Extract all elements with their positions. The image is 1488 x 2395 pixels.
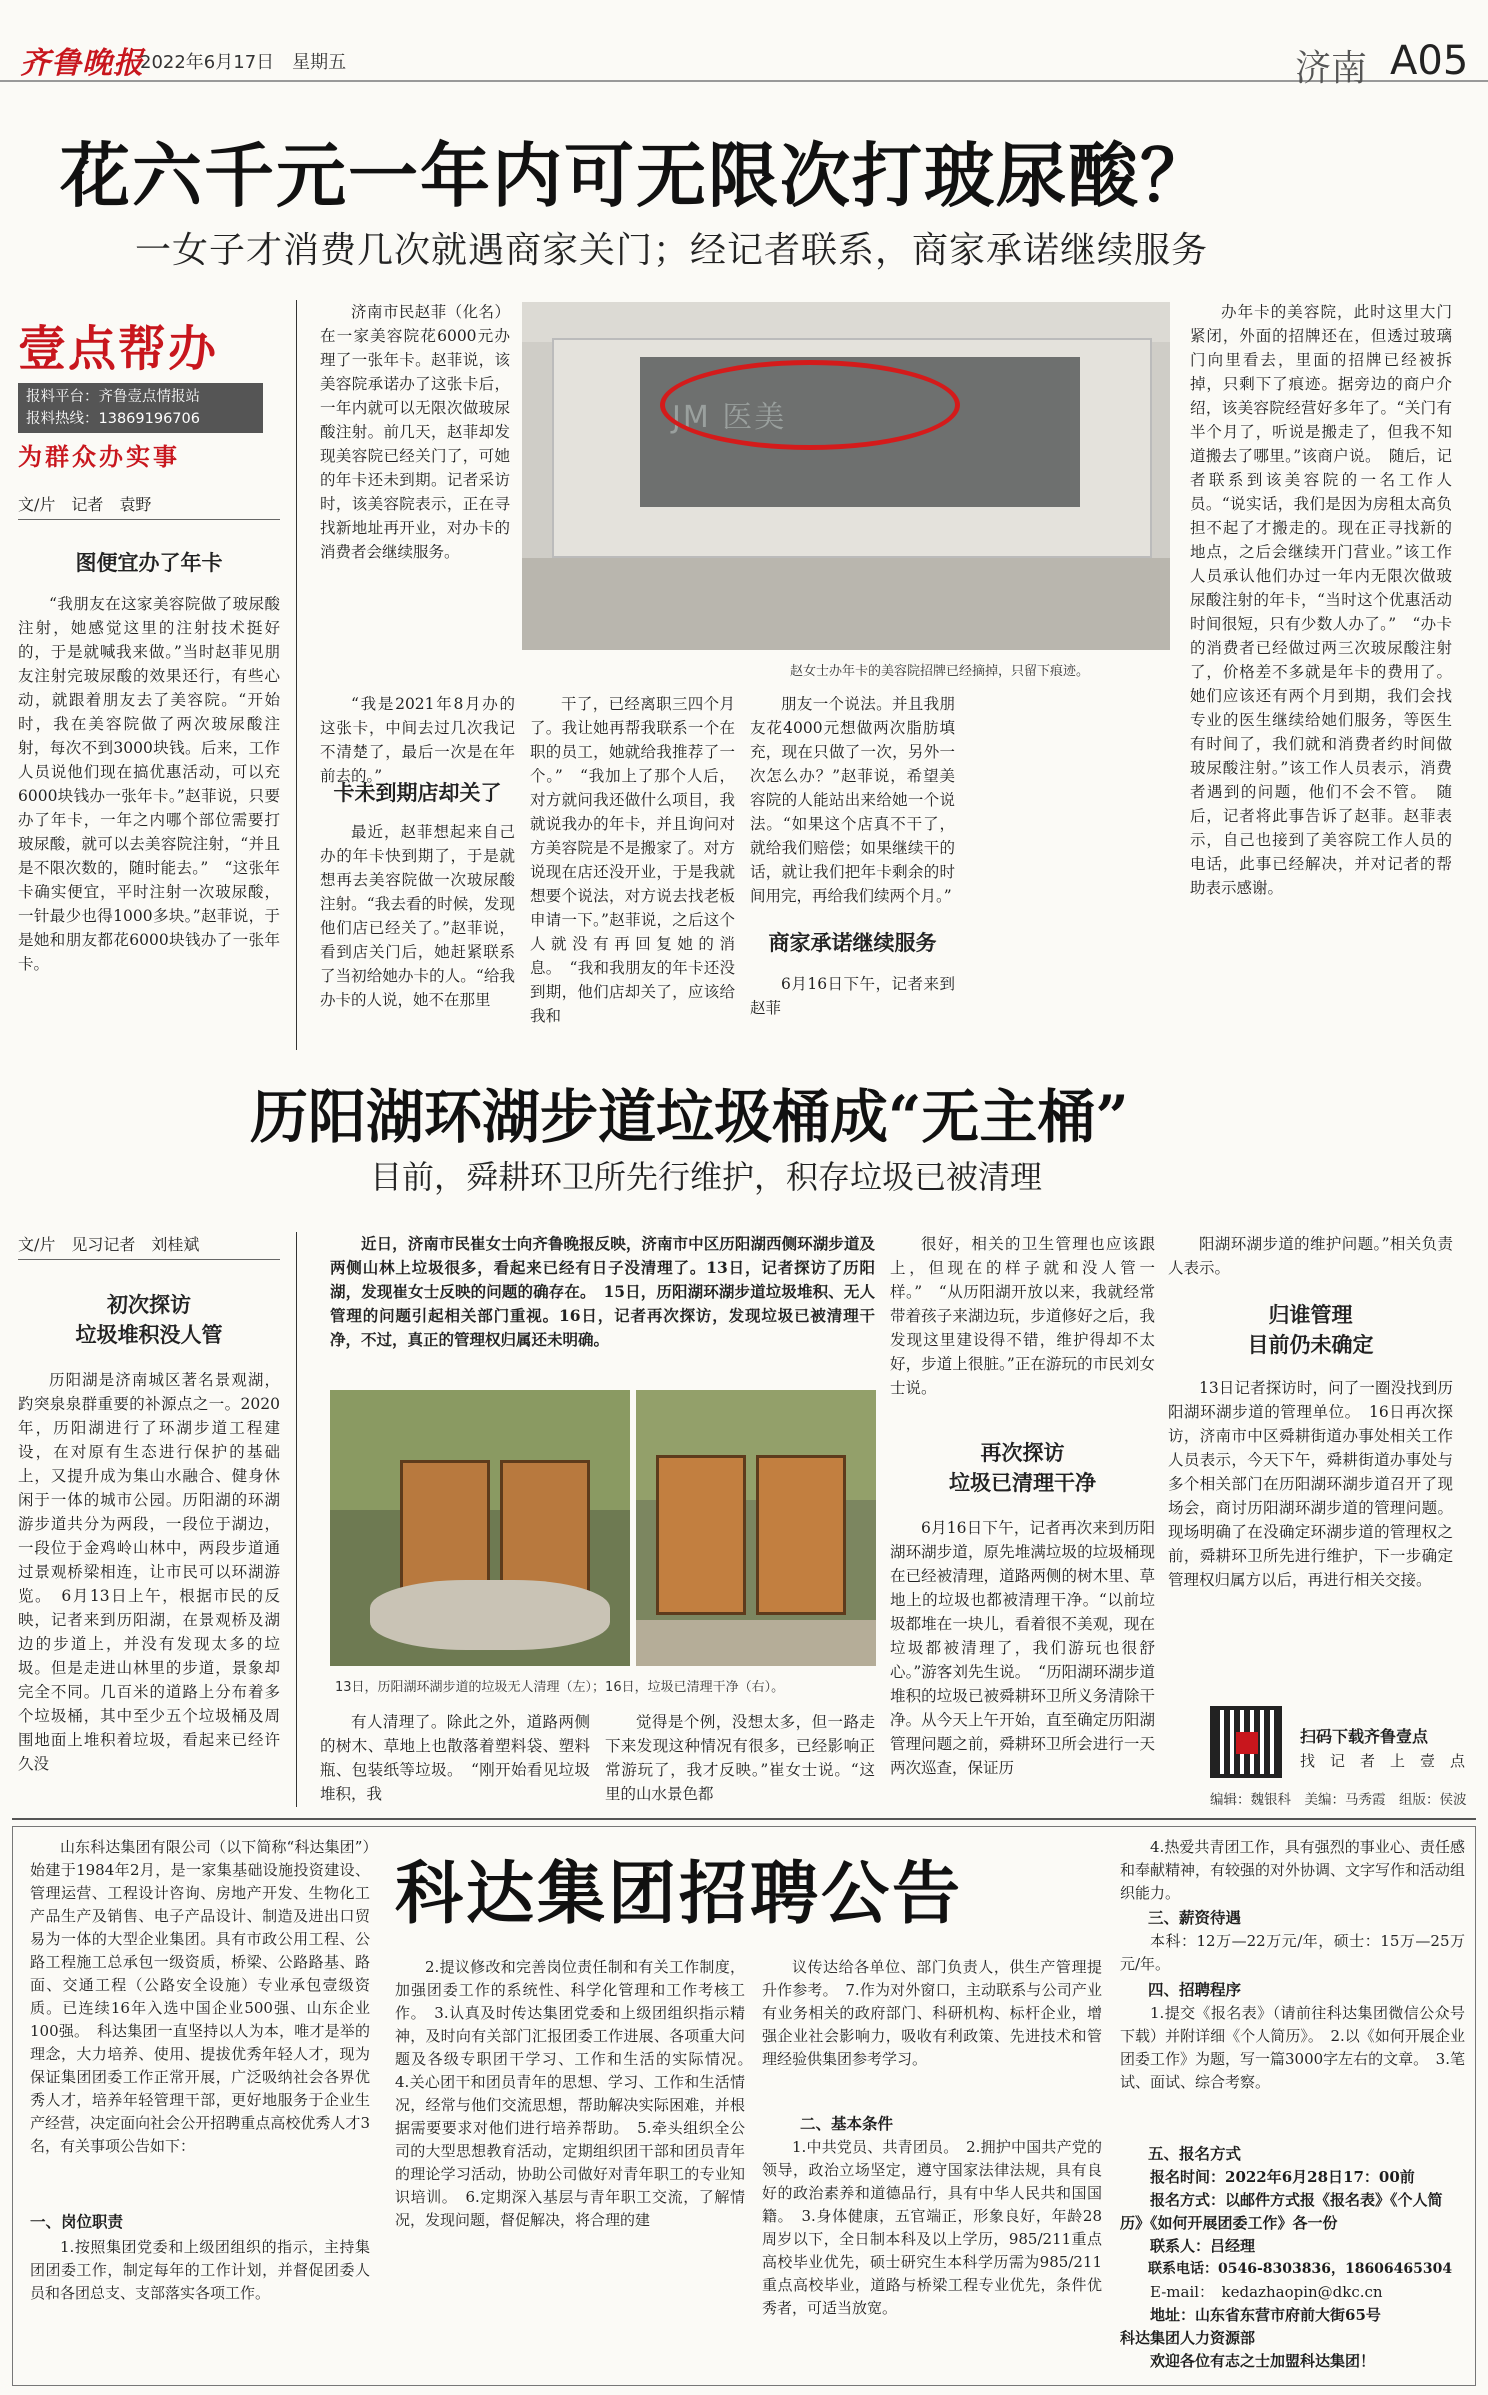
newspaper-logo: 齐鲁晚报 xyxy=(20,46,144,81)
article2-subhead-2: 再次探访 垃圾已清理干净 xyxy=(949,1440,1096,1495)
badge-title: 壹点帮办 xyxy=(18,321,219,377)
article1-subheadline: 一女子才消费几次就遇商家关门；经记者联系，商家承诺继续服务 xyxy=(135,230,1209,271)
article1-column-5: 办年卡的美容院，此时这里大门紧闭，外面的招牌还在，但透过玻璃门向里看去，里面的招牌已经被拆掉，只剩下了痕迹。据旁边的商户介绍，该美容院经营好多年了。“关门有半个月了，听说是搬走了，但我不知道搬去了哪里。”该商户说。 随后，记者联系到该美容院的一名工作人员。“说实话，我们是因为房租太高负担不起了才搬走的。现在正寻找新的地点，之后会继续开门营业。”该工作人员承认他们办过一年内无限次做玻尿酸注射的年卡，“当时这个优惠活动时间很短，只有少数人办了。” “办卡的消费者已经做过两三次玻尿酸注射了，价格差不多就是年卡的费用了。她们应该还有两个月到期，我们会找专业的医生继续给她们服务，等医生有时间了，我们就和消费者约时间做玻尿酸注射。”该工作人员表示，消费者遇到的问题，他们不会不管。 随后，记者将此事告诉了赵菲。赵菲表示，自己也接到了美容院工作人员的电话，此事已经解决，并对记者的帮助表示感谢。 xyxy=(1190,303,1452,897)
article2-lead: 近日，济南市民崔女士向齐鲁晚报反映，济南市中区历阳湖西侧环湖步道及两侧山林上垃圾很多，看起来已经有日子没清理了。13日，记者探访了历阳湖，发现崔女士反映的问题的确存在。 15日，历阳湖环湖步道垃圾堆积、无人管理的问题引起相关部门重视。16日，记者再次探访，发现垃圾已被清理干净，不过，真正的管理权归属还未明确。 xyxy=(330,1234,875,1349)
article1-subhead-3: 商家承诺继续服务 xyxy=(768,930,937,955)
article1-headline: 花六千元一年内可无限次打玻尿酸？ xyxy=(60,134,1212,217)
red-highlight-circle xyxy=(660,360,960,450)
ad-column-1b: 1.按照集团党委和上级团组织的指示，主持集团团委工作，制定每年的工作计划，并督促团委人员和各团总支、支部落实各项工作。 xyxy=(30,2238,370,2302)
article2-subhead-3: 归谁管理 目前仍未确定 xyxy=(1247,1302,1374,1357)
article1-subhead-2: 卡未到期店却关了 xyxy=(333,780,502,805)
trash-photo-before xyxy=(330,1390,630,1666)
clean-bin-right xyxy=(756,1455,846,1615)
article1-column-2a: “我是2021年8月办的这张卡，中间去过几次我记不清楚了，最后一次是在年前去的。” xyxy=(320,695,515,785)
ad-heading-salary: 三、薪资待遇 xyxy=(1148,1908,1242,1927)
qr-reporter-text: 找 记 者 上 壹 点 xyxy=(1300,1752,1466,1770)
photo1-caption: 赵女士办年卡的美容院招牌已经摘掉，只留下痕迹。 xyxy=(790,664,1090,679)
article2-column-1: 历阳湖是济南城区著名景观湖，趵突泉泉群重要的补源点之一。2020年，历阳湖进行了环湖步道工程建设，在对原有生态进行保护的基础上，又提升成为集山水融合、健身休闲于一体的城市公园。历阳湖的环湖游步道共分为两段，一段位于湖边，一段位于金鸡岭山林中，两段步道通过景观桥梁相连，让市民可以环湖游览。 6月13日上午，根据市民的反映，记者来到历阳湖，在景观桥及湖边的步道上，并没有发现太多的垃圾。但是走进山林里的步道，景象却完全不同。几百米的道路上分布着多个垃圾桶，其中至少五个垃圾桶及周围地面上堆积着垃圾，看起来已经许久没 xyxy=(18,1371,280,1773)
ad-heading-duties: 一、岗位职责 xyxy=(30,2212,124,2231)
article1-lead: 济南市民赵菲（化名）在一家美容院花6000元办理了一张年卡。赵菲说，该美容院承诺办了这张卡后，一年内就可以无限次做玻尿酸注射。前几天，赵菲却发现美容院已经关门了，可她的年卡还未到期。记者采访时，该美容院表示，正在寻找新地址再开业，对办卡的消费者会继续服务。 xyxy=(320,303,510,561)
article2-headline: 历阳湖环湖步道垃圾桶成“无主桶” xyxy=(250,1083,1129,1151)
article2-column-2: 有人清理了。除此之外，道路两侧的树木、草地上也散落着塑料袋、塑料瓶、包装纸等垃圾。 “刚开始看见垃圾堆积，我 xyxy=(320,1713,590,1803)
article2-column-3: 觉得是个例，没想太多，但一路走下来发现这种情况有很多，已经影响正常游玩了，我才反映。”崔女士说。“这里的山水景色都 xyxy=(605,1713,875,1803)
article2-column-4b: 6月16日下午，记者再次来到历阳湖环湖步道，原先堆满垃圾的垃圾桶现在已经被清理，道路两侧的树木里、草地上的垃圾也都被清理干净。“以前垃圾都堆在一块儿，看着很不美观，现在垃圾都被清理了，我们游玩也很舒心。”游客刘先生说。 “历阳湖环湖步道堆积的垃圾已被舜耕环卫所义务清除干净。从今天上午开始，直至确定历阳湖管理问题之前，舜耕环卫所会进行一天两次巡查，保证历 xyxy=(890,1519,1155,1777)
ad-column-1: 山东科达集团有限公司（以下简称“科达集团”）始建于1984年2月，是一家集基础设施投资建设、管理运营、工程设计咨询、房地产开发、生物化工产品生产及销售、电子产品设计、制造及进出口贸易为一体的大型企业集团。具有市政公用工程、公路工程施工总承包一级资质，桥梁、公路路基、路面、交通工程（公路安全设施）专业承包壹级资质。已连续16年入选中国企业500强、山东企业100强。 科达集团一直坚持以人为本，唯才是举的理念，大力培养、使用、提拔优秀年轻人才，现为保证集团团委工作正常开展，广泛吸纳社会各界优秀人才，培养年轻管理干部，更好地服务于企业生产经营，决定面向社会公开招聘重点高校优秀人才3名，有关事项公告如下： xyxy=(30,1838,370,2155)
photo2-caption: 13日，历阳湖环湖步道的垃圾无人清理（左）；16日，垃圾已清理干净（右）。 xyxy=(335,1680,785,1695)
ad-column-3: 议传达给各单位、部门负责人，供生产管理提升作参考。 7.作为对外窗口，主动联系与公司产业有业务相关的政府部门、科研机构、标杆企业，增强企业社会影响力，吸收有利政策、先进技术和管理经验供集团参考学习。 xyxy=(762,1958,1102,2068)
ad-column-2: 2.提议修改和完善岗位责任制和有关工作制度，加强团委工作的系统性、科学化管理和工作考核工作。 3.认真及时传达集团党委和上级团组织指示精神，及时向有关部门汇报团委工作进展、各项重大问题及各级专职团干学习、工作和生活的实际情况。 4.关心团干和团员青年的思想、学习、工作和生活情况，经常与他们交流思想，帮助解决实际困难，并根据需要要求对他们进行培养帮助。 5.牵头组织全公司的大型思想教育活动，定期组织团干部和团员青年的理论学习活动，协助公司做好对青年职工的专业知识培训。 6.定期深入基层与青年职工交流，了解情况，发现问题，督促解决，将合理的建 xyxy=(395,1958,761,2229)
ad-heading-conditions: 二、基本条件 xyxy=(800,2114,894,2133)
ad-column-3b: 1.中共党员、共青团员。 2.拥护中国共产党的领导，政治立场坚定，遵守国家法律法规，具有良好的政治素养和道德品行，具有中华人民共和国国籍。 3.身体健康，五官端正，形象良好，年龄28周岁以下，全日制本科及以上学历，985/211重点高校毕业优先，硕士研究生本科学历需为985/211重点高校毕业，道路与桥梁工程专业优先，条件优秀者，可适当放宽。 xyxy=(762,2138,1102,2317)
section-name: 济南 xyxy=(1295,48,1368,89)
beauty-salon-photo xyxy=(522,302,1170,650)
article1-column-3: 干了，已经离职三四个月了。我让她再帮我联系一个在职的员工，她就给我推荐了一个。” “我加上了那个人后，对方就问我还做什么项目，我就说我办的年卡，并且询问对方美容院是不是搬家了。对方说现在店还没开业，于是我就想要个说法，对方说去找老板申请一下。”赵菲说，之后这个人就没有再回复她的消息。 “我和我朋友的年卡还没到期，他们店却关了，应该给我和 xyxy=(530,695,735,1025)
trash-pile xyxy=(370,1580,610,1650)
clean-bin-left xyxy=(656,1455,746,1615)
ad-apply-time: 报名时间：2022年6月28日17：00前 xyxy=(1150,2168,1415,2186)
article2-subheadline: 目前，舜耕环卫所先行维护，积存垃圾已被清理 xyxy=(370,1158,1043,1196)
page-number: A05 xyxy=(1390,38,1469,84)
sign-trace-text: JM 医美 xyxy=(672,400,787,435)
ad-column-4: 4.热爱共青团工作，具有强烈的事业心、责任感和奉献精神，有较强的对外协调、文字写作和活动组织能力。 xyxy=(1120,1838,1466,1902)
badge-hotline: 报料热线：13869196706 xyxy=(26,411,200,427)
qr-download-text: 扫码下载齐鲁壹点 xyxy=(1300,1727,1429,1746)
column-divider-2 xyxy=(296,1232,297,1807)
article1-column-4b: 6月16日下午，记者来到赵菲 xyxy=(750,975,955,1017)
badge-platform: 报料平台：齐鲁壹点情报站 xyxy=(26,389,200,405)
badge-slogan: 为群众办实事 xyxy=(18,442,180,471)
ad-headline: 科达集团招聘公告 xyxy=(395,1854,964,1934)
article1-column-4: 朋友一个说法。并且我朋友花4000元想做两次脂肪填充，现在只做了一次，另外一次怎么办？”赵菲说，希望美容院的人能站出来给她一个说法。“如果这个店真不干了，就给我们赔偿；如果继续干的话，就让我们把年卡剩余的时间用完，再给我们续两个月。” xyxy=(750,695,955,905)
article2-subhead-1: 初次探访 垃圾堆积没人管 xyxy=(75,1292,223,1347)
trash-photo-after xyxy=(636,1390,876,1666)
column-divider xyxy=(296,300,297,1050)
ad-welcome: 欢迎各位有志之士加盟科达集团！ xyxy=(1150,2352,1376,2370)
ad-column-4c: 1.提交《报名表》（请前往科达集团微信公众号下载）并附详细《个人简历》。 2.以《如何开展企业团委工作》为题，写一篇3000字左右的文章。 3.笔试、面试、综合考察。 xyxy=(1120,2004,1465,2091)
ad-top-rule xyxy=(12,1818,1476,1820)
article1-column-2b: 最近，赵菲想起来自己办的年卡快到期了，于是就想再去美容院做一次玻尿酸注射。“我去看的时候，发现他们店已经关了。”赵菲说，看到店关门后，她赶紧联系了当初给她办卡的人。“给我办卡的人说，她不在那里 xyxy=(320,823,515,1009)
ad-address: 地址：山东省东营市府前大街65号 xyxy=(1150,2306,1381,2324)
help-badge xyxy=(18,310,288,470)
ad-contact-person: 联系人：吕经理 xyxy=(1150,2237,1256,2255)
article2-column-4a: 很好，相关的卫生管理也应该跟上，但现在的样子就和没人管一样。” “从历阳湖开放以来，我就经常带着孩子来湖边玩，步道修好之后，我发现这里建设得不错，维护得却不太好，步道上很脏。”正在游玩的市民刘女士说。 xyxy=(890,1235,1155,1397)
article2-byline: 文/片 见习记者 刘桂斌 xyxy=(18,1232,280,1260)
article1-subhead-1: 图便宜办了年卡 xyxy=(75,550,223,575)
ad-contact-email[interactable]: E-mail： kedazhaopin@dkc.cn xyxy=(1150,2283,1383,2301)
qr-code-icon[interactable] xyxy=(1210,1706,1282,1778)
article2-column-5b: 13日记者探访时，问了一圈没找到历阳湖环湖步道的管理单位。 16日再次探访，济南市中区舜耕街道办事处相关工作人员表示，今天下午，舜耕街道办事处与多个相关部门在历阳湖环湖步道召开了现场会，商讨历阳湖环湖步道的管理问题。现场明确了在没确定环湖步道的管理权之前，舜耕环卫所先进行维护，下一步确定管理权归属方以后，再进行相关交接。 xyxy=(1168,1379,1453,1589)
article1-byline: 文/片 记者 袁野 xyxy=(18,492,280,520)
ad-heading-process: 四、招聘程序 xyxy=(1148,1980,1242,1999)
ad-apply-method: 报名方式：以邮件方式报《报名表》《个人简历》《如何开展团委工作》各一份 xyxy=(1120,2191,1443,2232)
article2-column-5a: 阳湖环湖步道的维护问题。”相关负责人表示。 xyxy=(1168,1235,1453,1277)
article1-column-1: “我朋友在这家美容院做了玻尿酸注射，她感觉这里的注射技术挺好的，于是就喊我来做。”当时赵菲见朋友注射完玻尿酸的效果还行，有些心动，就跟着朋友去了美容院。“开始时，我在美容院做了两次玻尿酸注射，每次不到3000块钱。后来，工作人员说他们现在搞优惠活动，可以充6000块钱办一张年卡。”赵菲说，只要办了年卡，一年之内哪个部位需要打玻尿酸，就可以去美容院注射，“并且是不限次数的，随时能去。” “这张年卡确实便宜，平时注射一次玻尿酸，一针最少也得1000多块。”赵菲说，于是她和朋友都花6000块钱办了一张年卡。 xyxy=(18,595,280,973)
ad-column-4b: 本科：12万—22万元/年，硕士：15万—25万元/年。 xyxy=(1120,1932,1465,1973)
ad-contact-phone: 联系电话：0546-8303836，18606465304 xyxy=(1148,2261,1453,2277)
ad-department: 科达集团人力资源部 xyxy=(1120,2329,1256,2347)
ad-heading-apply: 五、报名方式 xyxy=(1148,2144,1242,2163)
editor-credits: 编辑：魏银科 美编：马秀霞 组版：侯波 xyxy=(1210,1792,1467,1808)
issue-date: 2022年6月17日 星期五 xyxy=(140,52,347,73)
